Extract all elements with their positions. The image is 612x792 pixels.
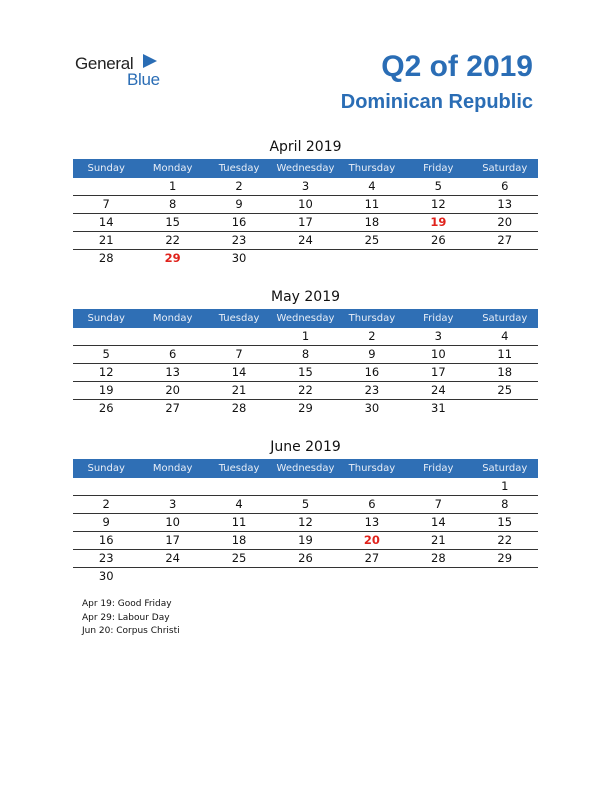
weekday-label: Tuesday [218,163,260,174]
weekday-label: Thursday [348,313,396,324]
day-cell: 10 [165,515,180,529]
day-cell: 12 [98,365,114,379]
day-cell [339,478,405,495]
day-cell: 25 [231,551,247,565]
weekday-label: Tuesday [218,313,260,324]
day-cell: 5 [102,347,110,361]
holiday-day-cell: 19 [430,215,447,229]
holiday-note: Jun 20: Corpus Christi [82,626,180,636]
day-cell: 10 [431,347,446,361]
holiday-note: Apr 29: Labour Day [82,612,170,623]
day-cell: 27 [497,233,513,247]
weekday-header [73,159,538,178]
day-cell: 18 [231,533,247,547]
day-cell: 19 [298,533,313,547]
day-cell: 24 [298,233,313,247]
day-cell: 11 [497,347,513,361]
day-cell: 20 [497,215,513,229]
logo [75,52,195,88]
week-row [73,346,538,364]
day-cell: 14 [98,215,114,229]
week-row [73,232,538,250]
weekday-label: Monday [152,463,193,474]
holiday-notes [82,598,180,639]
weekday-header [73,309,538,328]
day-cell [206,568,272,585]
month-may [73,286,538,417]
day-cell: 16 [98,533,114,547]
day-cell: 9 [368,347,376,361]
day-cell: 5 [434,179,442,193]
day-cell: 18 [497,365,513,379]
day-cell [405,568,471,585]
day-cell: 12 [431,197,446,211]
day-cell: 28 [98,251,114,265]
day-cell: 22 [165,233,180,247]
day-cell: 18 [364,215,380,229]
month-april [73,136,538,267]
day-cell: 1 [301,329,310,343]
day-cell: 6 [501,179,509,193]
day-cell: 25 [364,233,380,247]
day-cell: 21 [431,533,446,547]
day-cell: 28 [231,401,247,415]
day-cell: 29 [497,551,513,565]
day-cell [139,568,205,585]
day-cell: 14 [231,365,247,379]
weekday-label: Monday [152,313,193,324]
day-cell: 30 [98,569,114,583]
day-cell: 7 [434,497,442,511]
weekday-label: Thursday [348,163,396,174]
day-cell: 9 [235,197,243,211]
day-cell: 20 [165,383,180,397]
day-cell [139,478,205,495]
day-cell: 6 [168,347,177,361]
month-june [73,436,538,585]
day-cell: 26 [298,551,313,565]
day-cell [472,568,538,585]
day-cell [339,250,405,267]
day-cell [206,328,272,345]
weekday-label: Tuesday [218,463,260,474]
day-cell: 17 [431,365,446,379]
day-cell: 17 [165,533,180,547]
day-cell: 8 [301,347,310,361]
month-title: April 2019 [269,139,342,155]
day-cell: 5 [301,497,310,511]
day-cell: 2 [235,179,243,193]
week-row [73,400,538,417]
day-cell: 23 [364,383,380,397]
day-cell: 8 [501,497,509,511]
week-row [73,496,538,514]
week-row [73,478,538,496]
week-row [73,382,538,400]
day-cell: 11 [231,515,247,529]
weekday-label: Saturday [482,463,528,474]
day-cell: 31 [431,401,446,415]
day-cell: 2 [102,497,110,511]
day-cell: 8 [168,197,177,211]
week-row [73,568,538,585]
day-cell: 24 [431,383,446,397]
page-title: Q2 of 2019 [381,50,533,83]
holiday-day-cell: 20 [363,533,380,547]
day-cell: 22 [497,533,513,547]
holiday-day-cell: 29 [164,251,181,265]
day-cell: 13 [165,365,180,379]
weekday-label: Thursday [348,463,396,474]
day-cell: 16 [231,215,247,229]
day-cell: 3 [168,497,177,511]
week-row [73,532,538,550]
day-cell [405,250,471,267]
day-cell: 19 [98,383,114,397]
day-cell: 10 [298,197,313,211]
month-title: May 2019 [270,289,341,305]
day-cell: 24 [165,551,180,565]
weekday-label: Sunday [87,163,125,174]
day-cell [73,328,139,345]
logo-text-general: General [75,54,134,73]
weekday-label: Friday [423,163,454,174]
day-cell: 21 [98,233,114,247]
weekday-label: Wednesday [276,463,335,474]
day-cell: 26 [431,233,446,247]
day-cell [139,328,205,345]
day-cell: 12 [298,515,313,529]
weekday-label: Sunday [87,313,125,324]
week-row [73,514,538,532]
day-cell: 25 [497,383,513,397]
day-cell: 16 [364,365,380,379]
day-cell [339,568,405,585]
month-title: June 2019 [270,439,341,455]
day-cell: 4 [235,497,243,511]
holiday-note: Apr 19: Good Friday [82,599,172,609]
weekday-label: Sunday [87,463,125,474]
day-cell: 27 [165,401,180,415]
week-row [73,196,538,214]
logo-text-blue: Blue [127,70,160,89]
week-row [73,250,538,267]
day-cell: 28 [431,551,446,565]
day-cell: 23 [231,233,247,247]
day-cell [206,478,272,495]
weekday-label: Monday [152,163,193,174]
day-cell: 2 [368,329,376,343]
weekday-header [73,459,538,478]
day-cell: 1 [168,179,177,193]
weekday-label: Saturday [482,163,528,174]
day-cell [272,250,338,267]
week-row [73,178,538,196]
week-row [73,214,538,232]
day-cell: 21 [231,383,247,397]
page-subtitle: Dominican Republic [340,91,533,113]
weekday-label: Wednesday [276,313,335,324]
day-cell: 27 [364,551,380,565]
weekday-label: Friday [423,463,454,474]
day-cell: 1 [501,479,509,493]
day-cell: 22 [298,383,313,397]
day-cell: 29 [298,401,313,415]
day-cell: 3 [434,329,442,343]
weekday-label: Saturday [482,313,528,324]
day-cell: 9 [102,515,110,529]
weekday-label: Friday [423,313,454,324]
day-cell: 13 [364,515,380,529]
day-cell: 23 [98,551,114,565]
day-cell: 11 [364,197,380,211]
day-cell [272,478,338,495]
day-cell: 6 [368,497,376,511]
weekday-label: Wednesday [276,163,335,174]
day-cell: 14 [431,515,446,529]
logo-triangle-icon [141,52,159,70]
day-cell [405,478,471,495]
day-cell [73,178,139,195]
day-cell: 30 [364,401,380,415]
day-cell: 30 [231,251,247,265]
day-cell: 15 [298,365,313,379]
day-cell: 17 [298,215,313,229]
day-cell: 4 [368,179,376,193]
week-row [73,328,538,346]
day-cell [472,250,538,267]
day-cell: 26 [98,401,114,415]
day-cell: 4 [501,329,509,343]
week-row [73,364,538,382]
day-cell: 15 [497,515,513,529]
day-cell [472,400,538,417]
day-cell [272,568,338,585]
day-cell: 3 [301,179,310,193]
day-cell: 7 [235,347,243,361]
day-cell: 7 [102,197,110,211]
day-cell [73,478,139,495]
day-cell: 15 [165,215,180,229]
day-cell: 13 [497,197,513,211]
week-row [73,550,538,568]
